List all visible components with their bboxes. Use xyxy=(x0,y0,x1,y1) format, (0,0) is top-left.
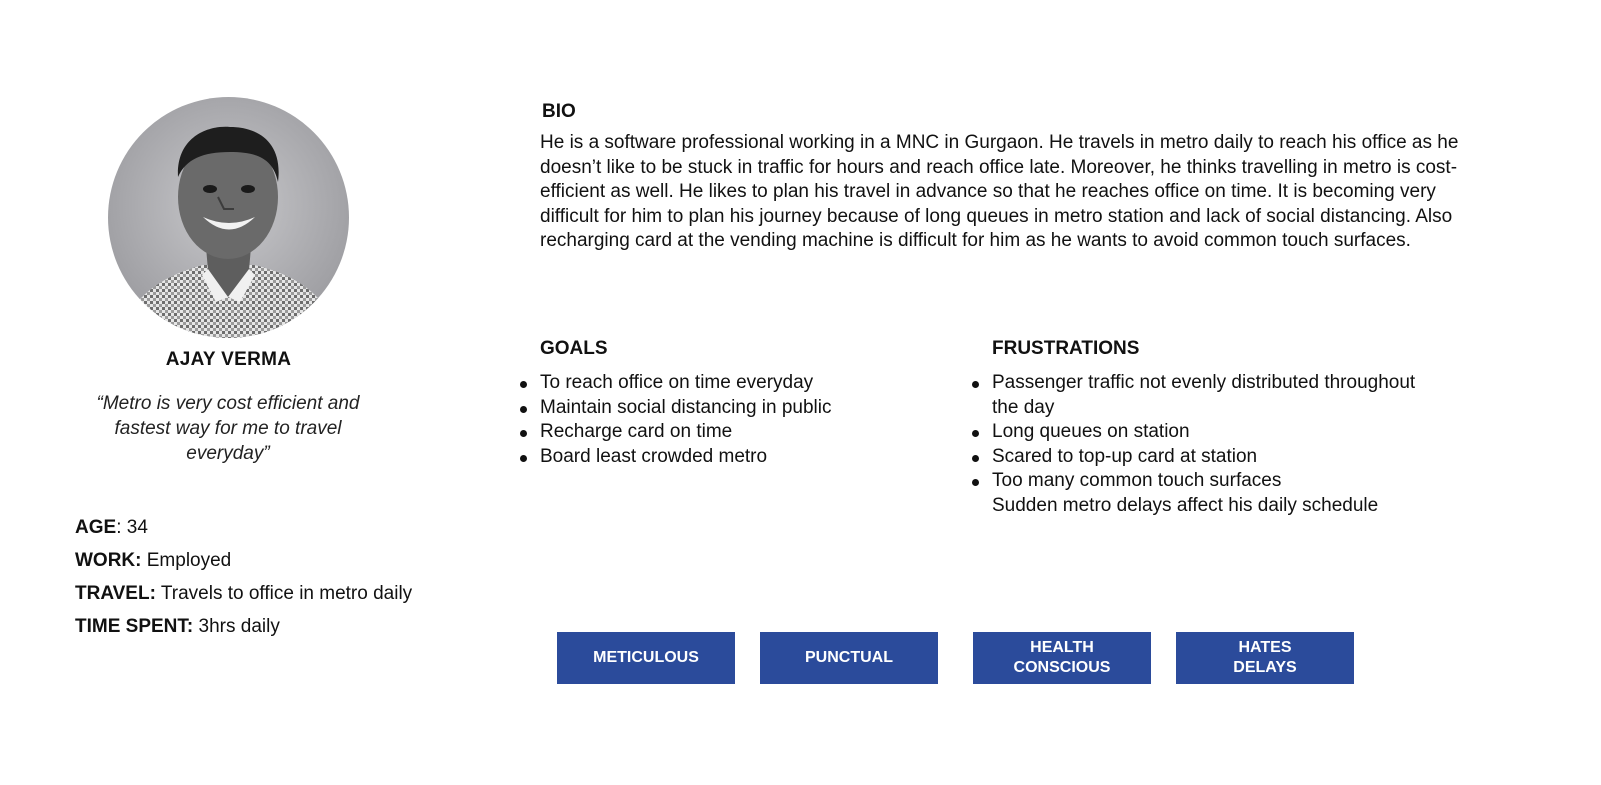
list-item: Too many common touch surfaces xyxy=(972,469,1432,494)
persona-quote: “Metro is very cost efficient and fastest way for me to travel everyday” xyxy=(96,393,360,464)
list-item: Passenger traffic not evenly distributed throughout the day xyxy=(972,371,1432,420)
persona-name: AJAY VERMA xyxy=(165,349,292,370)
list-item: To reach office on time everyday xyxy=(520,371,832,396)
list-item: Maintain social distancing in public xyxy=(520,396,832,421)
fact-label: TRAVEL: xyxy=(75,583,156,604)
bio-heading: BIO xyxy=(542,101,576,122)
fact-label: WORK: xyxy=(75,550,142,571)
trait-tag: HATES DELAYS xyxy=(1176,632,1354,684)
fact-time-spent xyxy=(75,614,412,647)
profile-avatar xyxy=(108,97,349,338)
list-item: Board least crowded metro xyxy=(520,445,832,470)
persona-facts xyxy=(75,515,412,647)
trait-tag: PUNCTUAL xyxy=(760,632,938,684)
list-item: Scared to top-up card at station xyxy=(972,445,1432,470)
fact-value: 34 xyxy=(121,517,148,538)
list-item: Recharge card on time xyxy=(520,420,832,445)
fact-value: Travels to office in metro daily xyxy=(155,583,413,604)
person-portrait-icon xyxy=(108,97,349,338)
fact-label: TIME SPENT: xyxy=(75,616,194,637)
trait-tag: METICULOUS xyxy=(557,632,735,684)
frustrations-list xyxy=(972,371,1432,518)
fact-age xyxy=(75,515,412,548)
fact-work xyxy=(75,548,412,581)
fact-value: 3hrs daily xyxy=(193,616,280,637)
goals-heading: GOALS xyxy=(540,338,608,359)
fact-separator: : xyxy=(116,517,122,538)
list-item: Long queues on station xyxy=(972,420,1432,445)
fact-label: AGE xyxy=(75,517,117,538)
list-item: Sudden metro delays affect his daily schedule xyxy=(992,494,1379,516)
goals-list xyxy=(520,371,832,469)
frustrations-heading: FRUSTRATIONS xyxy=(992,338,1140,359)
fact-value: Employed xyxy=(141,550,232,571)
trait-tag: HEALTH CONSCIOUS xyxy=(973,632,1151,684)
bio-text: He is a software professional working in a MNC in Gurgaon. He travels in metro daily to reach his office as he doesn’t like to be stuck in traffic for hours and reach office late. Moreover, he thinks travelling in metro is cost-efficient as well. He likes to plan his travel in advance so that he reaches office on time. It is becoming very difficult for him to plan his journey because of long queues in metro station and lack of social distancing. Also recharging card at the vending machine is difficult for him as he wants to avoid common touch surfaces. xyxy=(540,132,1459,251)
fact-travel xyxy=(75,581,412,614)
